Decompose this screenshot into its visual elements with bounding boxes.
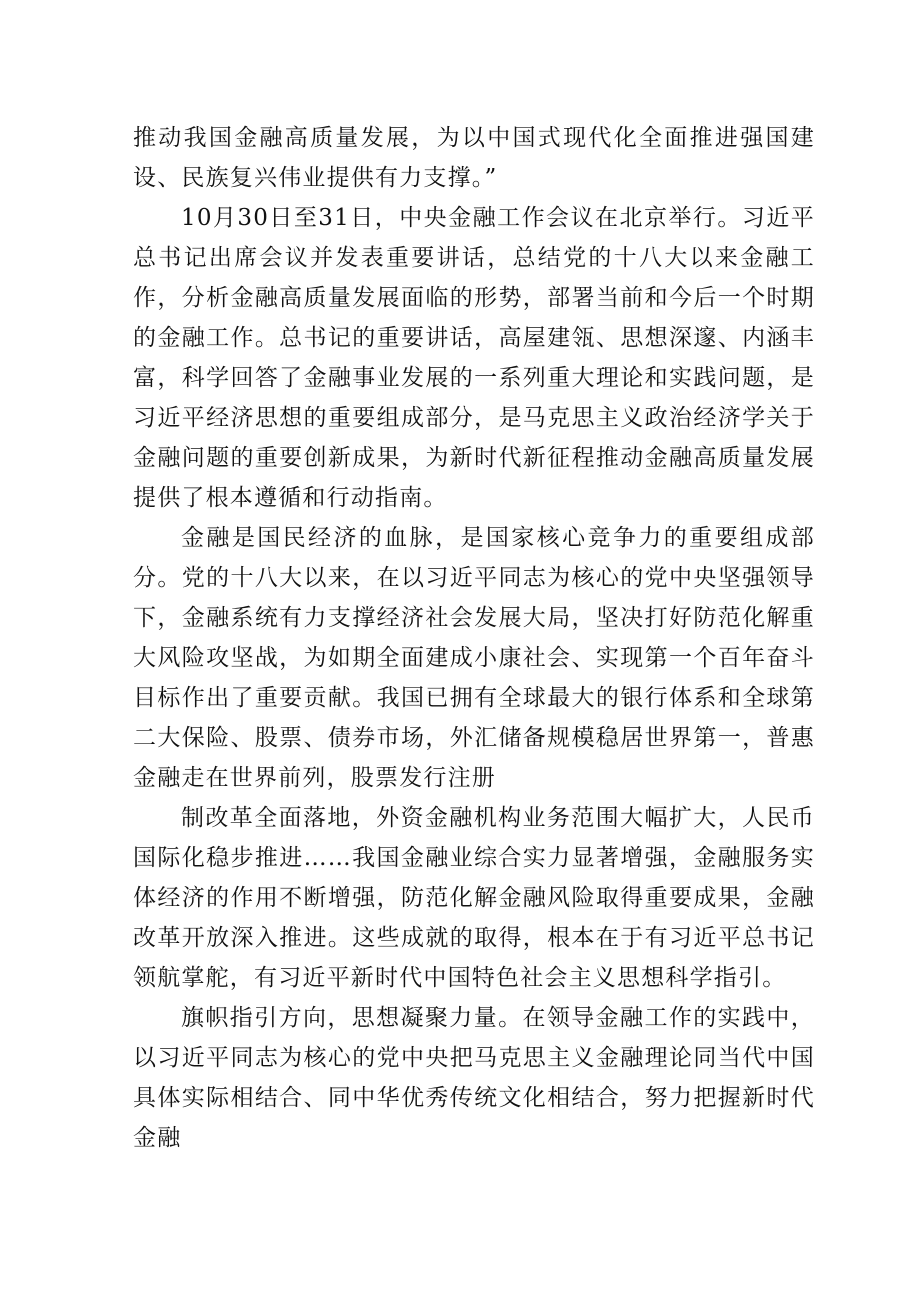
paragraph-4: 制改革全面落地，外资金融机构业务范围大幅扩大，人民币国际化稳步推进……我国金融业综合实力显著增强，金融服务实体经济的作用不断增强，防范化解金融风险取得重要成果，金融改革开放深入推进。这些成就的取得，根本在于有习近平总书记领航掌舵，有习近平新时代中国特色社会主义思想科学指引。 (133, 805, 815, 991)
paragraph-1: 推动我国金融高质量发展，为以中国式现代化全面推进强国建设、民族复兴伟业提供有力支撑。” (133, 125, 815, 191)
paragraph-5: 旗帜指引方向，思想凝聚力量。在领导金融工作的实践中，以习近平同志为核心的党中央把马克思主义金融理论同当代中国具体实际相结合、同中华优秀传统文化相结合，努力把握新时代金融 (133, 1005, 815, 1151)
paragraph-3: 金融是国民经济的血脉，是国家核心竞争力的重要组成部分。党的十八大以来，在以习近平同志为核心的党中央坚强领导下，金融系统有力支撑经济社会发展大局，坚决打好防范化解重大风险攻坚战，为如期全面建成小康社会、实现第一个百年奋斗目标作出了重要贡献。我国已拥有全球最大的银行体系和全球第二大保险、股票、债券市场，外汇储备规模稳居世界第一，普惠金融走在世界前列，股票发行注册 (133, 525, 815, 791)
paragraph-2: 10月30日至31日，中央金融工作会议在北京举行。习近平总书记出席会议并发表重要讲话，总结党的十八大以来金融工作，分析金融高质量发展面临的形势，部署当前和今后一个时期的金融工作。总书记的重要讲话，高屋建瓴、思想深邃、内涵丰富，科学回答了金融事业发展的一系列重大理论和实践问题，是习近平经济思想的重要组成部分，是马克思主义政治经济学关于金融问题的重要创新成果，为新时代新征程推动金融高质量发展提供了根本遵循和行动指南。 (133, 205, 815, 511)
